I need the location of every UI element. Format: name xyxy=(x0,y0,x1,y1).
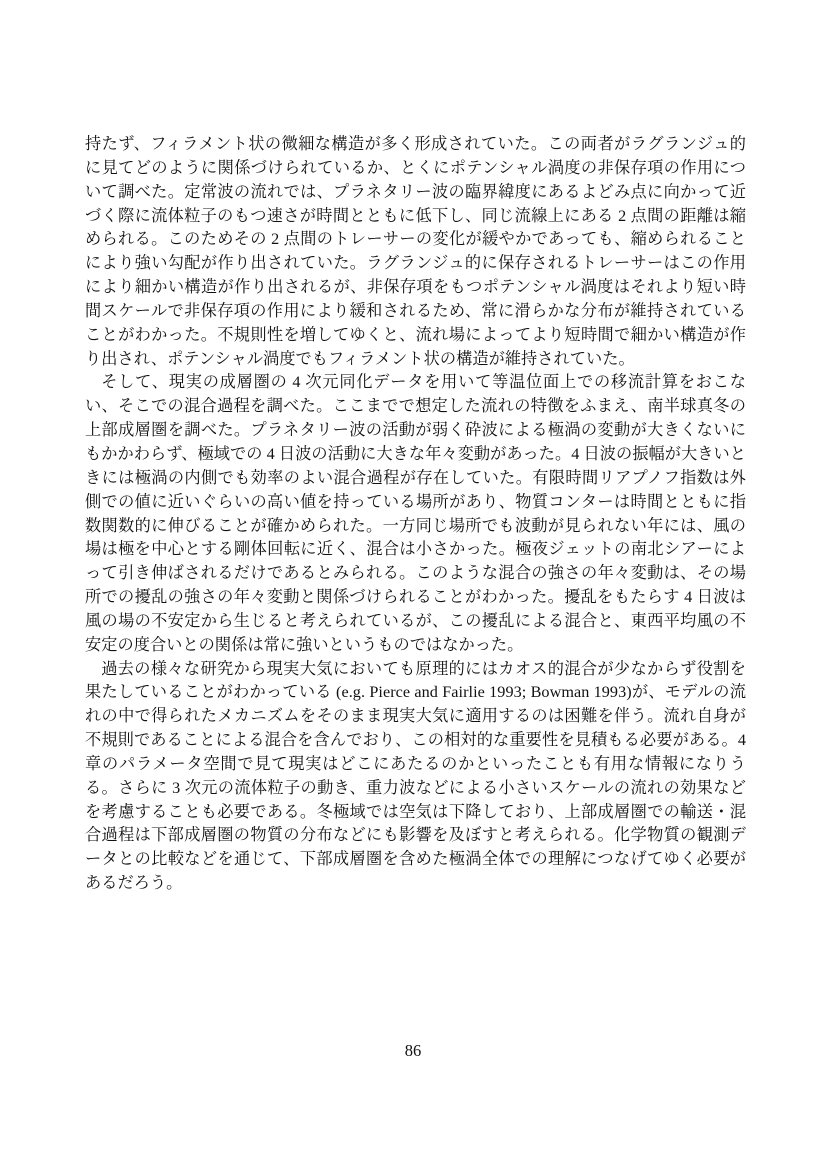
paragraph-1: 持たず、フィラメント状の微細な構造が多く形成されていた。この両者がラグランジュ的に見てどのように関係づけられているか、とくにポテンシャル渦度の非保存項の作用について調べた。定常波の流れでは、プラネタリー波の臨界緯度にあるよどみ点に向かって近づく際に流体粒子のもつ速さが時間とともに低下し、同じ流線上にある 2 点間の距離は縮められる。このためその 2 点間のトレーサーの変化が緩やかであっても、縮められることにより強い勾配が作り出されていた。ラグランジュ的に保存されるトレーサーはこの作用により細かい構造が作り出されるが、非保存項をもつポテンシャル渦度はそれより短い時間スケールで非保存項の作用により緩和されるため、常に滑らかな分布が維持されていることがわかった。不規則性を増してゆくと、流れ場によってより短時間で細かい構造が作り出され、ポテンシャル渦度でもフィラメント状の構造が維持されていた。 xyxy=(85,135,746,368)
page-number: 86 xyxy=(404,1041,422,1060)
page-footer xyxy=(0,1041,826,1061)
body-text xyxy=(85,133,746,896)
paragraph-3: 過去の様々な研究から現実大気においても原理的にはカオス的混合が少なからず役割を果たしていることがわかっている (e.g. Pierce and Fairlie 1993; Bowman 1993)が、モデルの流れの中で得られたメカニズムをそのまま現実大気に適用するのは困難を伴う。流れ自身が不規則であることによる混合を含んでおり、この相対的な重要性を見積もる必要がある。4 章のパラメータ空間で見て現実はどこにあたるのかといったことも有用な情報になりうる。さらに 3 次元の流体粒子の動き、重力波などによる小さいスケールの流れの効果などを考慮することも必要である。冬極域では空気は下降しており、上部成層圏での輸送・混合過程は下部成層圏の物質の分布などにも影響を及ぼすと考えられる。化学物質の観測データとの比較などを通じて、下部成層圏を含めた極渦全体での理解につなげてゆく必要があるだろう。 xyxy=(85,659,746,893)
paragraph-2: そして、現実の成層圏の 4 次元同化データを用いて等温位面上での移流計算をおこない、そこでの混合過程を調べた。ここまでで想定した流れの特徴をふまえ、南半球真冬の上部成層圏を調べた。プラネタリー波の活動が弱く砕波による極渦の変動が大きくないにもかかわらず、極域での 4 日波の活動に大きな年々変動があった。4 日波の振幅が大きいときには極渦の内側でも効率のよい混合過程が存在していた。有限時間リアプノフ指数は外側での値に近いぐらいの高い値を持っている場所があり、物質コンターは時間とともに指数関数的に伸びることが確かめられた。一方同じ場所でも波動が見られない年には、風の場は極を中心とする剛体回転に近く、混合は小さかった。極夜ジェットの南北シアーによって引き伸ばされるだけであるとみられる。このような混合の強さの年々変動は、その場所での擾乱の強さの年々変動と関係づけられることがわかった。擾乱をもたらす 4 日波は風の場の不安定から生じると考えられているが、この擾乱による混合と、東西平均風の不安定の度合いとの関係は常に強いというものではなかった。 xyxy=(85,373,746,654)
